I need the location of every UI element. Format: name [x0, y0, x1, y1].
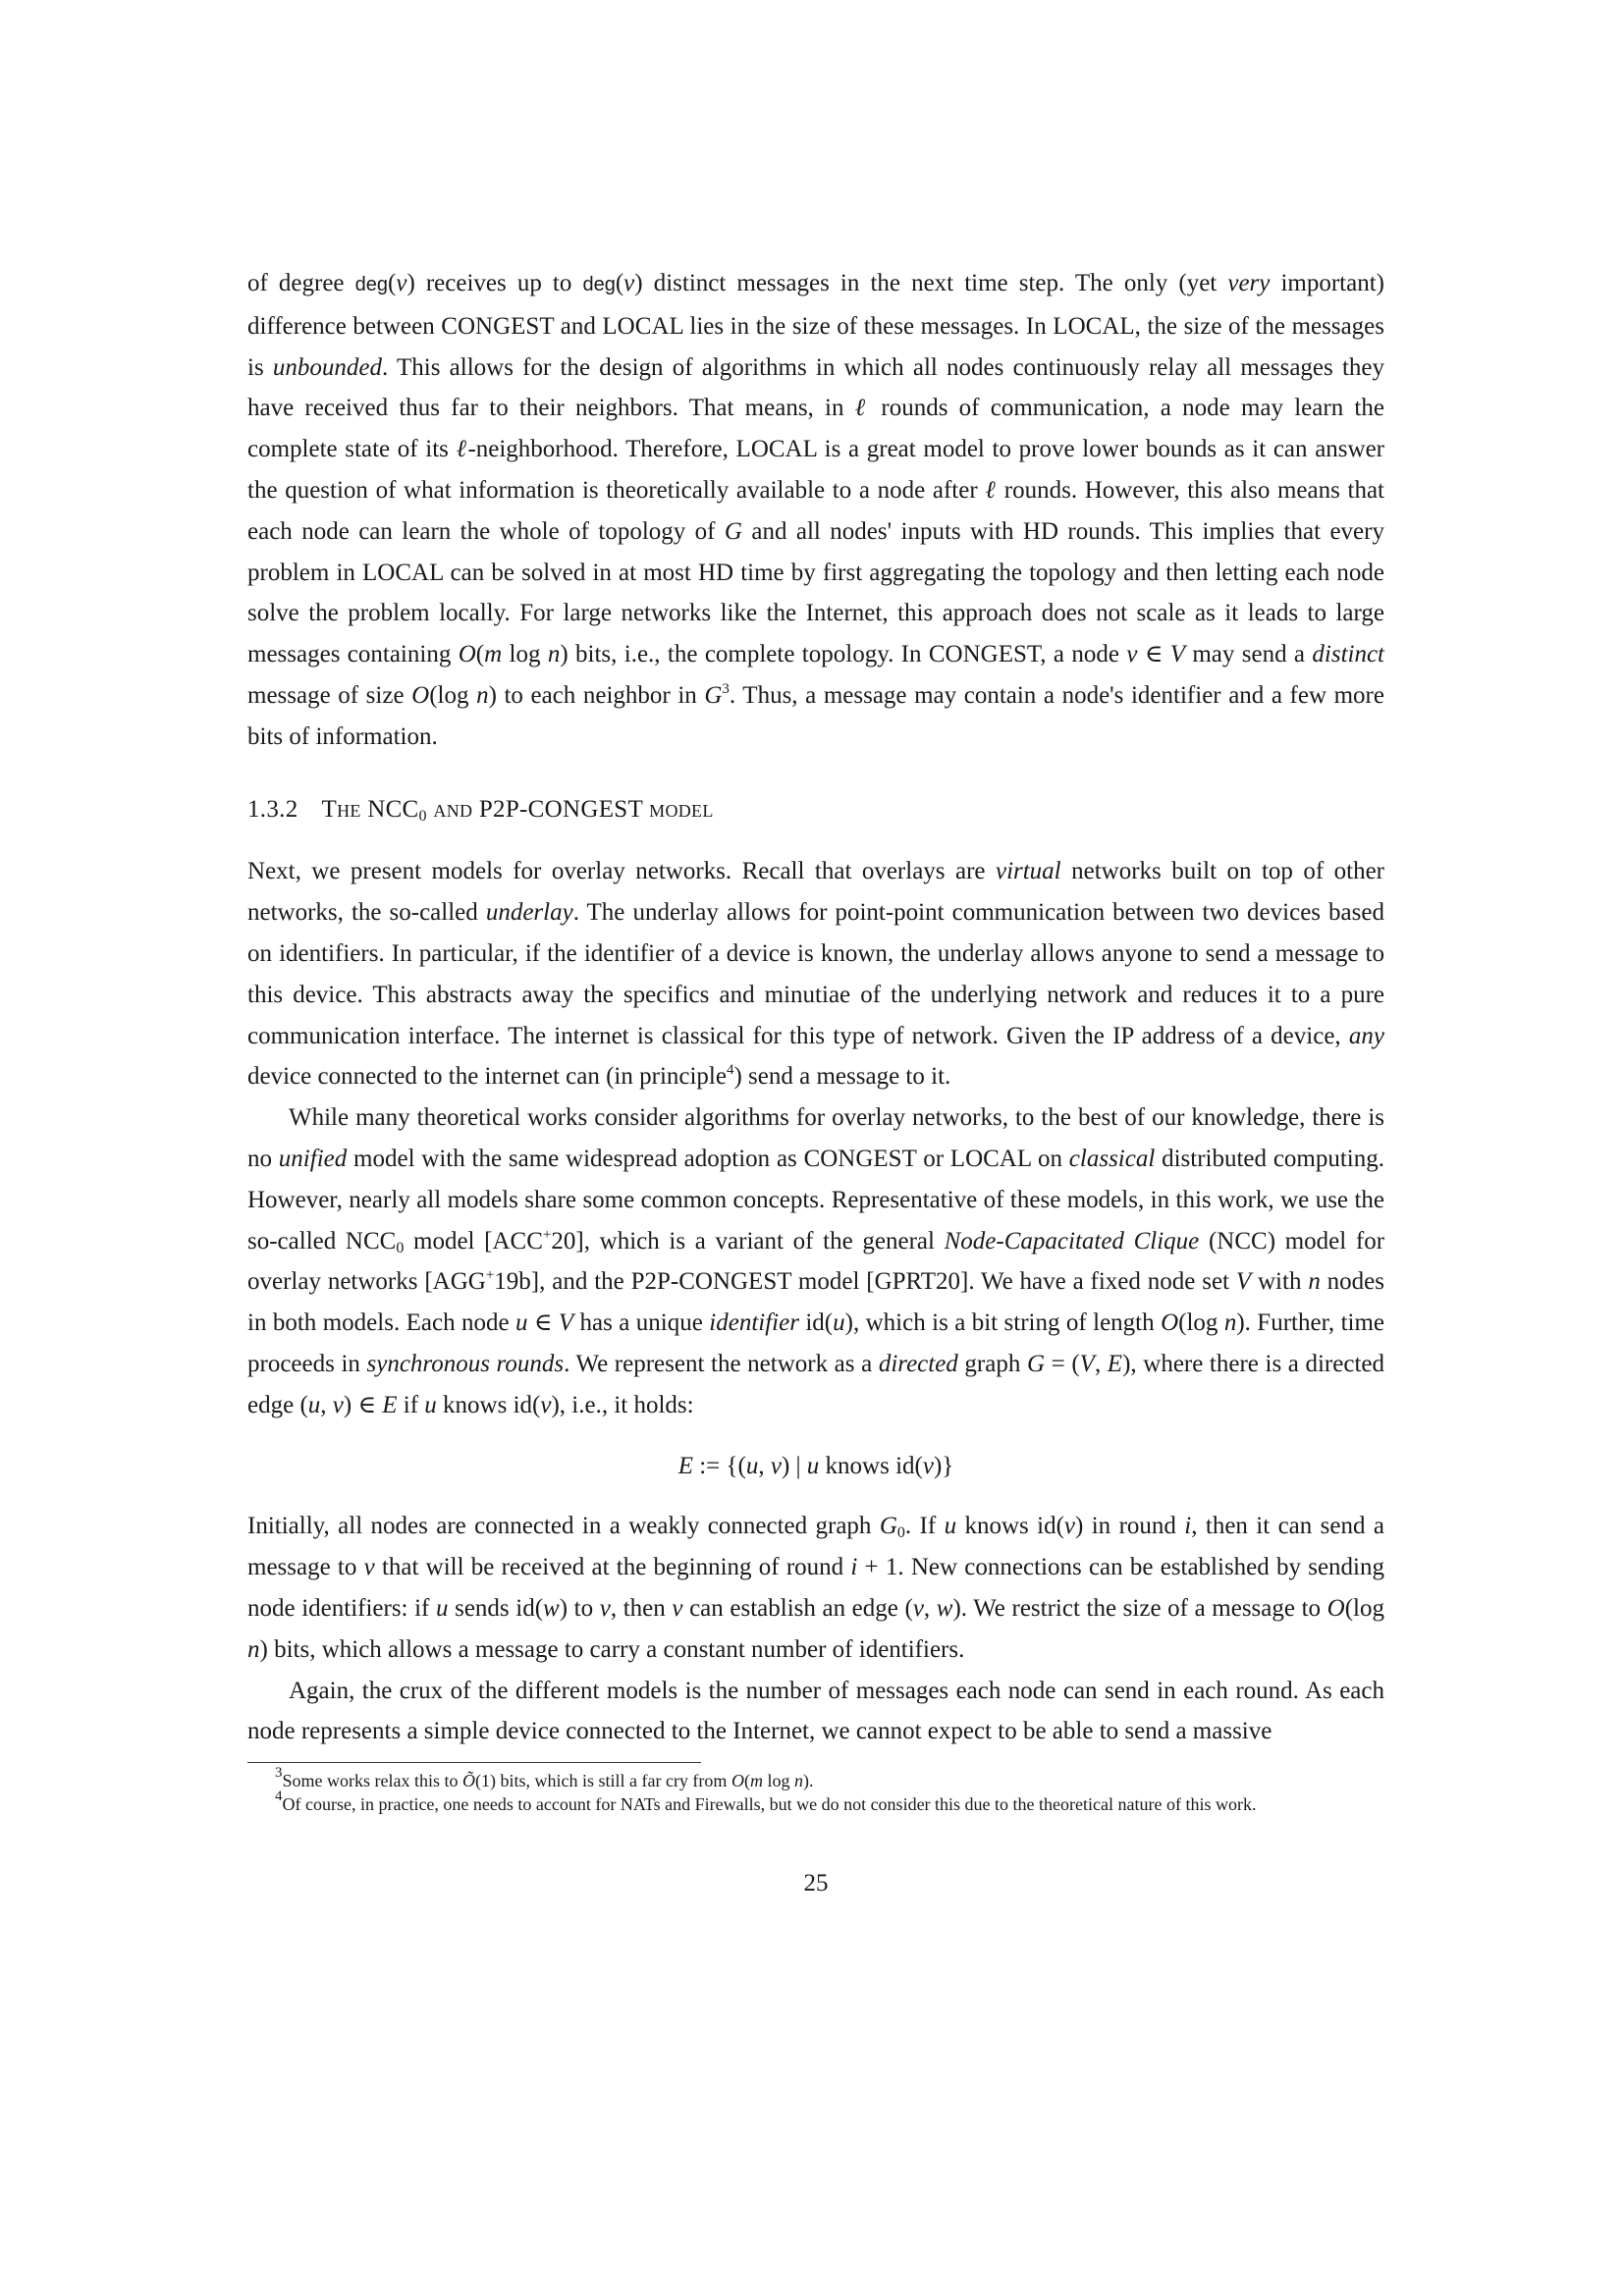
paragraph-crux: Again, the crux of the different models is the number of messages each node can send in each round. As each node represents a simple device connected to the Internet, we cannot expect to be able to send a massive: [247, 1677, 1384, 1745]
edge-set-equation: E := {(u, v) | u knows id(v)}: [677, 1452, 954, 1479]
section-number: 1.3.2: [247, 795, 298, 823]
footnote-3: $^3$Some works relax this to Õ(1) bits, which is still a far cry from O(m log n).: [275, 1765, 814, 1791]
section-title: The $NCC_0$ and P2P-CONGEST model: [321, 795, 714, 825]
paragraph-overlay-intro: Next, we present models for overlay networks. Recall that overlays are virtual networks built on top of other networks, the so-called underlay. The underlay allows for point-point communication between two devices based on identifiers. In particular, if the identifier of a device is known, the underlay allows anyone to send a message to this device. This abstracts away the specifics and minutiae of the underlying network and reduces it to a pure communication interface. The internet is classical for this type of network. Given the IP address of a device, any device connected to the internet can (in principle$^4$) send a message to it.: [247, 858, 1384, 1091]
page-number: 25: [803, 1870, 829, 1897]
footnote-ref-3[interactable]: 3: [722, 680, 730, 697]
footnotes: [247, 1765, 1384, 1816]
footnote-divider: [247, 1762, 701, 1763]
paragraph-connections: Initially, all nodes are connected in a weakly connected graph $G_0$. If u knows id(v) in round i, then it can send a message to v that will be received at the beginning of round i + 1. New connections can be established by sending node identifiers: if u sends id(w) to v, then v can establish an edge (v, w). We restrict the size of a message to O(log n) bits, which allows a message to carry a constant number of identifiers.: [247, 1513, 1385, 1663]
paragraph-local-model: of degree deg(v) receives up to deg(v) distinct messages in the next time step. The only (yet very important) difference between CONGEST and LOCAL lies in the size of these messages. In LOCAL, the size of the messages is unbounded. This allows for the design of algorithms in which all nodes continuously relay all messages they have received thus far to their neighbors. That means, in ℓ rounds of communication, a node may learn the complete state of its ℓ-neighborhood. Therefore, LOCAL is a great model to prove lower bounds as it can answer the question of what information is theoretically available to a node after ℓ rounds. However, this also means that each node can learn the whole of topology of G and all nodes' inputs with HD rounds. This implies that every problem in LOCAL can be solved in at most HD time by first aggregating the topology and then letting each node solve the problem locally. For large networks like the Internet, this approach does not scale as it leads to large messages containing O(m log n) bits, i.e., the complete topology. In CONGEST, a node v ∈ V may send a distinct message of size O(log n) to each neighbor in $G^3$. Thus, a message may contain a node's identifier and a few more bits of information.: [247, 270, 1385, 750]
section-heading-1-3-2: [247, 789, 1384, 830]
footnote-4: $^4$Of course, in practice, one needs to account for NATs and Firewalls, but we do not consider this due to the theoretical nature of this work.: [275, 1789, 1257, 1815]
footnote-ref-4[interactable]: 4: [726, 1062, 734, 1079]
paragraph-ncc-model: While many theoretical works consider algorithms for overlay networks, to the best of our knowledge, there is no unified model with the same widespread adoption as CONGEST or LOCAL on classical distributed computing. However, nearly all models share some common concepts. Representative of these models, in this work, we use the so-called $NCC_0$ model [ACC+20], which is a variant of the general Node-Capacitated Clique (NCC) model for overlay networks [AGG+19b], and the P2P-CONGEST model [GPRT20]. We have a fixed node set V with n nodes in both models. Each node u ∈ V has a unique identifier id(u), which is a bit string of length O(log n). Further, time proceeds in synchronous rounds. We represent the network as a directed graph G = (V, E), where there is a directed edge (u, v) ∈ E if u knows id(v), i.e., it holds:: [247, 1104, 1385, 1418]
page-body: [247, 263, 1384, 1904]
